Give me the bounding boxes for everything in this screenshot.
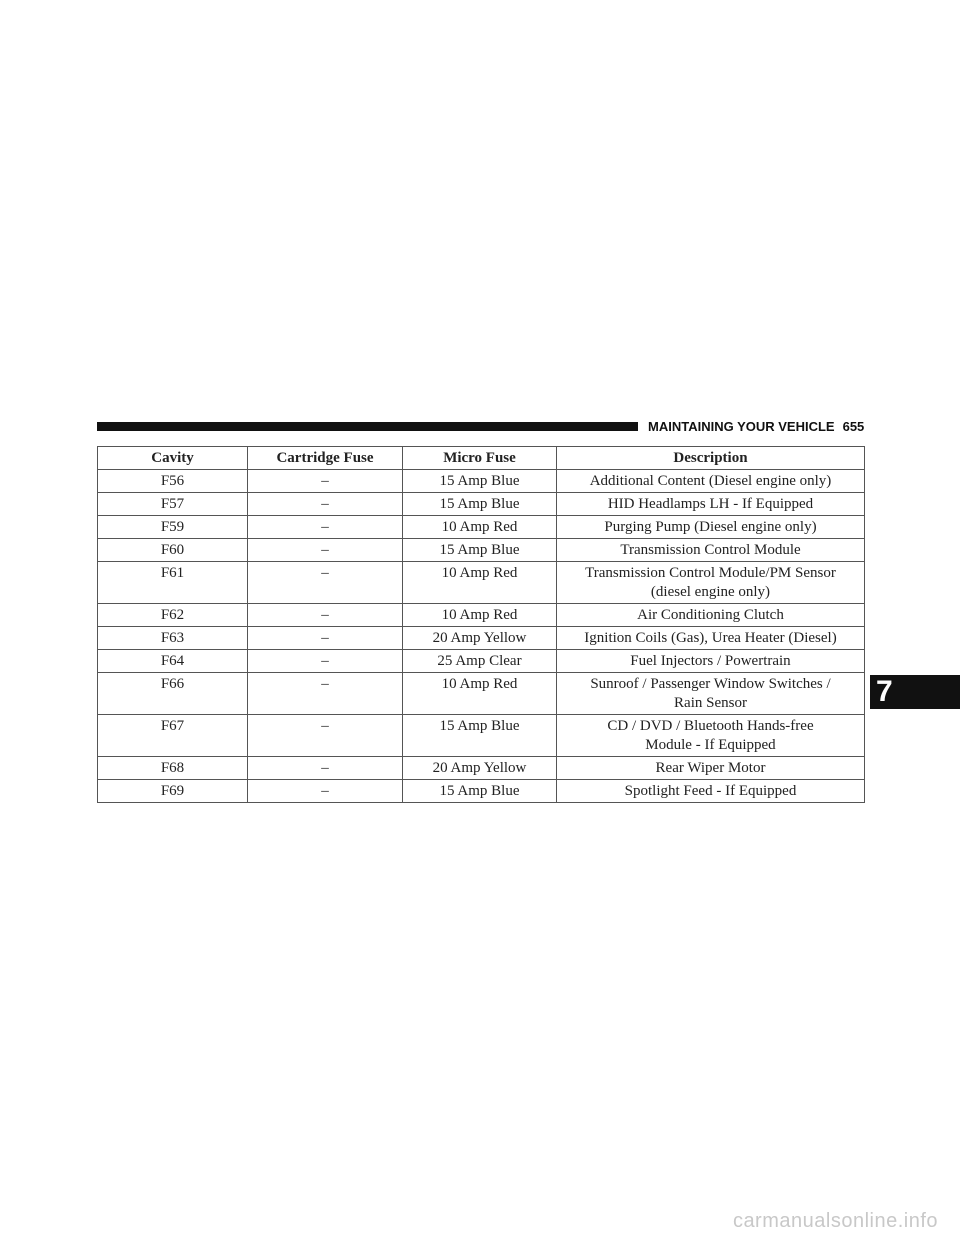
column-header-micro-fuse: Micro Fuse: [403, 447, 557, 470]
micro-fuse-cell: 15 Amp Blue: [403, 493, 557, 516]
description-line: Ignition Coils (Gas), Urea Heater (Diesel): [584, 630, 837, 646]
cartridge-fuse-cell: –: [248, 715, 403, 757]
cartridge-fuse-cell: –: [248, 516, 403, 539]
cartridge-fuse-cell: –: [248, 673, 403, 715]
micro-fuse-cell: 20 Amp Yellow: [403, 757, 557, 780]
micro-fuse-cell: 20 Amp Yellow: [403, 627, 557, 650]
description-cell: [557, 673, 865, 715]
table-header-row: [98, 447, 865, 470]
description-cell: [557, 627, 865, 650]
table-row: [98, 780, 865, 803]
chapter-tab: [870, 675, 960, 709]
cavity-cell: F57: [98, 493, 248, 516]
description-line: (diesel engine only): [650, 584, 771, 600]
running-header: [648, 418, 864, 435]
description-line: Transmission Control Module: [620, 542, 801, 558]
cavity-cell: F56: [98, 470, 248, 493]
fuse-table: [97, 446, 865, 803]
cartridge-fuse-cell: –: [248, 780, 403, 803]
description-cell: [557, 539, 865, 562]
description-line: Air Conditioning Clutch: [637, 607, 784, 623]
description-cell: [557, 562, 865, 604]
description-line: Spotlight Feed - If Equipped: [624, 783, 797, 799]
micro-fuse-cell: 15 Amp Blue: [403, 539, 557, 562]
micro-fuse-cell: 25 Amp Clear: [403, 650, 557, 673]
description-line: Module - If Equipped: [645, 737, 776, 753]
cavity-cell: F62: [98, 604, 248, 627]
cavity-cell: F63: [98, 627, 248, 650]
header-rule: [97, 422, 638, 431]
cartridge-fuse-cell: –: [248, 757, 403, 780]
micro-fuse-cell: 10 Amp Red: [403, 673, 557, 715]
description-cell: [557, 780, 865, 803]
table-row: [98, 470, 865, 493]
description-cell: [557, 650, 865, 673]
column-header-cavity: Cavity: [98, 447, 248, 470]
description-line: Additional Content (Diesel engine only): [589, 473, 832, 489]
table-row: [98, 673, 865, 715]
cavity-cell: F68: [98, 757, 248, 780]
cartridge-fuse-cell: –: [248, 539, 403, 562]
section-title: MAINTAINING YOUR VEHICLE: [648, 419, 835, 434]
description-cell: [557, 493, 865, 516]
table-row: [98, 562, 865, 604]
table-row: [98, 493, 865, 516]
description-cell: [557, 757, 865, 780]
table-row: [98, 604, 865, 627]
cavity-cell: F67: [98, 715, 248, 757]
cavity-cell: F59: [98, 516, 248, 539]
micro-fuse-cell: 10 Amp Red: [403, 604, 557, 627]
column-header-cartridge-fuse: Cartridge Fuse: [248, 447, 403, 470]
table-row: [98, 516, 865, 539]
table-row: [98, 627, 865, 650]
description-line: Purging Pump (Diesel engine only): [604, 519, 817, 535]
cartridge-fuse-cell: –: [248, 650, 403, 673]
description-cell: [557, 470, 865, 493]
cartridge-fuse-cell: –: [248, 470, 403, 493]
micro-fuse-cell: 10 Amp Red: [403, 562, 557, 604]
table-row: [98, 650, 865, 673]
cartridge-fuse-cell: –: [248, 627, 403, 650]
cavity-cell: F64: [98, 650, 248, 673]
cartridge-fuse-cell: –: [248, 604, 403, 627]
table-row: [98, 539, 865, 562]
table-row: [98, 757, 865, 780]
description-line: HID Headlamps LH - If Equipped: [607, 496, 814, 512]
cavity-cell: F60: [98, 539, 248, 562]
watermark: carmanualsonline.info: [732, 1210, 938, 1232]
micro-fuse-cell: 15 Amp Blue: [403, 715, 557, 757]
description-line: Sunroof / Passenger Window Switches /: [590, 676, 831, 692]
page-number: 655: [842, 419, 865, 434]
table-row: [98, 715, 865, 757]
description-line: Rain Sensor: [674, 695, 747, 711]
description-line: Fuel Injectors / Powertrain: [630, 653, 791, 669]
cartridge-fuse-cell: –: [248, 562, 403, 604]
micro-fuse-cell: 15 Amp Blue: [403, 470, 557, 493]
description-line: CD / DVD / Bluetooth Hands-free: [607, 718, 814, 734]
description-cell: [557, 604, 865, 627]
description-cell: [557, 516, 865, 539]
cartridge-fuse-cell: –: [248, 493, 403, 516]
column-header-description: Description: [557, 447, 865, 470]
cavity-cell: F69: [98, 780, 248, 803]
description-line: Rear Wiper Motor: [655, 760, 766, 776]
description-line: Transmission Control Module/PM Sensor: [585, 565, 836, 581]
chapter-number: 7: [876, 675, 893, 708]
micro-fuse-cell: 10 Amp Red: [403, 516, 557, 539]
table-body: [98, 470, 865, 803]
micro-fuse-cell: 15 Amp Blue: [403, 780, 557, 803]
description-cell: [557, 715, 865, 757]
cavity-cell: F61: [98, 562, 248, 604]
cavity-cell: F66: [98, 673, 248, 715]
